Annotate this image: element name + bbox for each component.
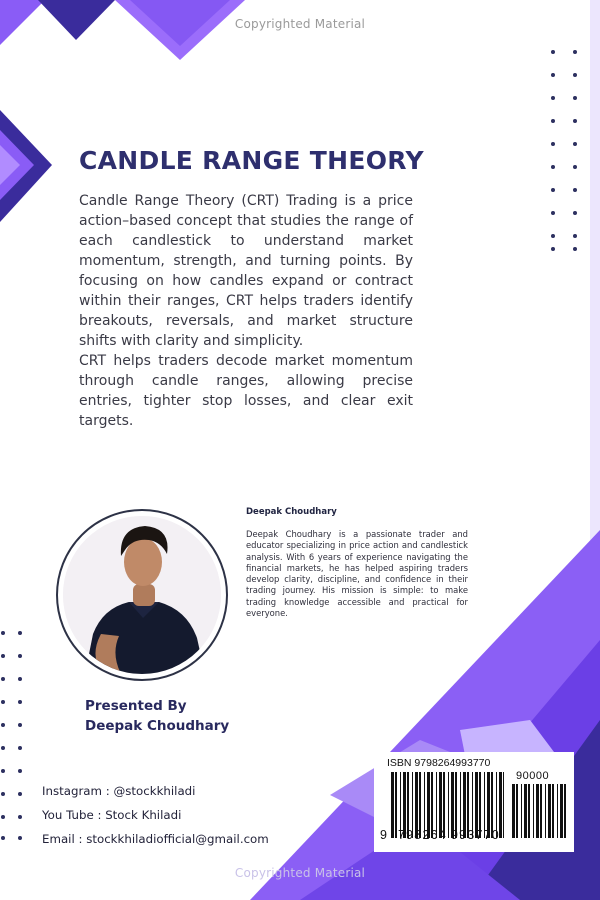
barcode-bar (564, 784, 566, 838)
barcode-digits-right: 993770 (451, 828, 500, 842)
barcode-bar (533, 784, 534, 838)
presenter-name: Deepak Choudhary (85, 718, 230, 734)
barcode-bar (552, 784, 554, 838)
barcode-bar (548, 784, 551, 838)
youtube-contact: You Tube : Stock Khiladi (42, 808, 182, 822)
barcode-bar (503, 772, 504, 838)
price-code: 90000 (516, 770, 550, 782)
barcode-digits-left: 798264 (398, 828, 447, 842)
barcode-bar (391, 772, 394, 838)
barcode-bar (524, 784, 527, 838)
barcode-bar (528, 784, 530, 838)
barcode-bar (512, 784, 515, 838)
barcode-bar (557, 784, 558, 838)
barcode-digit-first: 9 (380, 828, 389, 842)
barcode-bar (521, 784, 522, 838)
isbn-label: ISBN 9798264993770 (387, 757, 491, 769)
barcode-bar (545, 784, 546, 838)
barcode-bar (536, 784, 539, 838)
barcode-bar (560, 784, 563, 838)
book-title: CANDLE RANGE THEORY (79, 146, 424, 175)
barcode-bar (448, 772, 449, 838)
copyright-watermark: Copyrighted Material (234, 17, 366, 31)
presented-by-label: Presented By (85, 698, 187, 714)
barcode-bar (540, 784, 542, 838)
barcode-bar (395, 772, 397, 838)
description-paragraph: CRT helps traders decode market momentum through candle ranges, allowing precise entries, tighter stop losses, and clear exit targets. (79, 353, 413, 429)
email-contact: Email : stockkhiladiofficial@gmail.com (42, 832, 269, 846)
instagram-contact: Instagram : @stockkhiladi (42, 784, 196, 798)
author-bio: Deepak Choudhary is a passionate trader and educator specializing in price action and candlestick analysis. With 6 years of experience navigating the financial markets, he has helped aspiring traders develop clarity, discipline, and confidence in their trading journey. His mission is simple: to make trading knowledge accessible and practical for everyone. (246, 529, 468, 619)
barcode-bar (516, 784, 518, 838)
author-name: Deepak Choudhary (246, 507, 337, 517)
copyright-watermark: Copyrighted Material (234, 866, 366, 880)
description-paragraph: Candle Range Theory (CRT) Trading is a price action–based concept that studies the range of each candlestick to understand market momentum, strength, and turning points. By focusing on how candles expand or contract within their ranges, CRT helps traders identify breakouts, reversals, and market structure shifts with clarity and simplicity. (79, 193, 413, 349)
